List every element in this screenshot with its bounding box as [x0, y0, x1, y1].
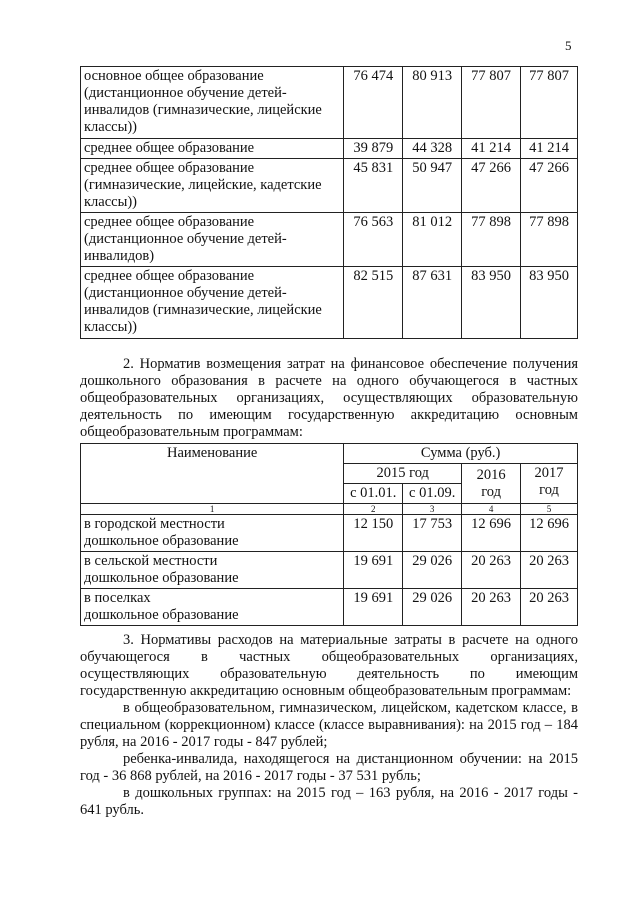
column-index-row: [81, 504, 578, 515]
table-row: [81, 159, 578, 213]
row-label: среднее общее образование: [81, 139, 344, 159]
row-label: [81, 589, 344, 626]
table-row: [81, 67, 578, 139]
column-index: 2: [344, 504, 403, 515]
cell-value: 12 696: [521, 515, 578, 552]
cell-value: 19 691: [344, 552, 403, 589]
header-2017: 2017 год: [521, 464, 578, 504]
cell-value: 77 898: [521, 213, 578, 267]
row-label: [81, 552, 344, 589]
table-row: [81, 139, 578, 159]
cell-value: 20 263: [462, 552, 521, 589]
table-row: [81, 267, 578, 339]
header-2016: 2016 год: [462, 464, 521, 504]
header-2015: 2015 год: [344, 464, 462, 484]
cell-value: 83 950: [462, 267, 521, 339]
paragraph-3-item: в общеобразовательном, гимназическом, лицейском, кадетском классе, в специальном (коррекционном) классе (классе выравнивания): на 2015 год – 184 рубля, на 2016 - 2017 годы - 847 рублей;: [80, 700, 578, 750]
cell-value: 17 753: [403, 515, 462, 552]
cell-value: 41 214: [462, 139, 521, 159]
table-row: [81, 552, 578, 589]
row-label-line: в городской местности: [84, 516, 225, 532]
header-sum: Сумма (руб.): [344, 444, 578, 464]
cell-value: 20 263: [462, 589, 521, 626]
cell-value: 47 266: [462, 159, 521, 213]
cell-value: 76 563: [344, 213, 403, 267]
cell-value: 20 263: [521, 589, 578, 626]
row-label: среднее общее образование (дистанционное обучение детей-инвалидов): [81, 213, 344, 267]
column-index: 4: [462, 504, 521, 515]
row-label: среднее общее образование (гимназические, лицейские, кадетские классы)): [81, 159, 344, 213]
cell-value: 41 214: [521, 139, 578, 159]
row-label: среднее общее образование (дистанционное обучение детей-инвалидов (гимназические, лицейские классы)): [81, 267, 344, 339]
cell-value: 29 026: [403, 589, 462, 626]
cell-value: 19 691: [344, 589, 403, 626]
cell-value: 12 696: [462, 515, 521, 552]
paragraph-2-text: 2. Норматив возмещения затрат на финансовое обеспечение получения дошкольного образования в расчете на одного обучающегося в частных общеобразовательных организациях, осуществляющих образовательную деятельность по имеющим государственную аккредитацию основным общеобразовательным программам:: [80, 356, 578, 440]
row-label-line: дошкольное образование: [84, 607, 239, 623]
row-label-line: дошкольное образование: [84, 533, 239, 549]
preschool-costs-table: [80, 443, 578, 626]
row-label: [81, 515, 344, 552]
column-index: 5: [521, 504, 578, 515]
cell-value: 83 950: [521, 267, 578, 339]
cell-value: 87 631: [403, 267, 462, 339]
header-0101: с 01.01.: [344, 484, 403, 504]
cell-value: 20 263: [521, 552, 578, 589]
cell-value: 77 807: [462, 67, 521, 139]
cell-value: 39 879: [344, 139, 403, 159]
paragraph-3-item: ребенка-инвалида, находящегося на дистанционном обучении: на 2015 год - 36 868 рублей, на 2016 - 2017 годы - 37 531 рубль;: [80, 751, 578, 784]
row-label-line: в поселках: [84, 590, 151, 606]
cell-value: 81 012: [403, 213, 462, 267]
paragraph-3-text: 3. Нормативы расходов на материальные затраты в расчете на одного обучающегося в частных общеобразовательных организациях, осуществляющих образовательную деятельность по имеющим государственную аккредитацию основным общеобразовательным программам:: [80, 632, 578, 699]
row-label-line: дошкольное образование: [84, 570, 239, 586]
cell-value: 77 807: [521, 67, 578, 139]
table-row: [81, 515, 578, 552]
page-number: 5: [565, 38, 572, 53]
row-label-line: в сельской местности: [84, 553, 218, 569]
cell-value: 77 898: [462, 213, 521, 267]
costs-table-continued: [80, 66, 578, 339]
header-0109: с 01.09.: [403, 484, 462, 504]
paragraph-2: [80, 356, 578, 441]
header-name: Наименование: [81, 444, 344, 504]
cell-value: 29 026: [403, 552, 462, 589]
paragraph-3-item: в дошкольных группах: на 2015 год – 163 рубля, на 2016 - 2017 годы - 641 рубль.: [80, 785, 578, 818]
cell-value: 80 913: [403, 67, 462, 139]
cell-value: 12 150: [344, 515, 403, 552]
cell-value: 76 474: [344, 67, 403, 139]
cell-value: 50 947: [403, 159, 462, 213]
paragraph-3: [80, 632, 578, 819]
cell-value: 44 328: [403, 139, 462, 159]
cell-value: 82 515: [344, 267, 403, 339]
cell-value: 45 831: [344, 159, 403, 213]
table-row: [81, 213, 578, 267]
column-index: 1: [81, 504, 344, 515]
row-label: основное общее образование (дистанционное обучение детей-инвалидов (гимназические, лицейские классы)): [81, 67, 344, 139]
cell-value: 47 266: [521, 159, 578, 213]
table-row: [81, 589, 578, 626]
column-index: 3: [403, 504, 462, 515]
